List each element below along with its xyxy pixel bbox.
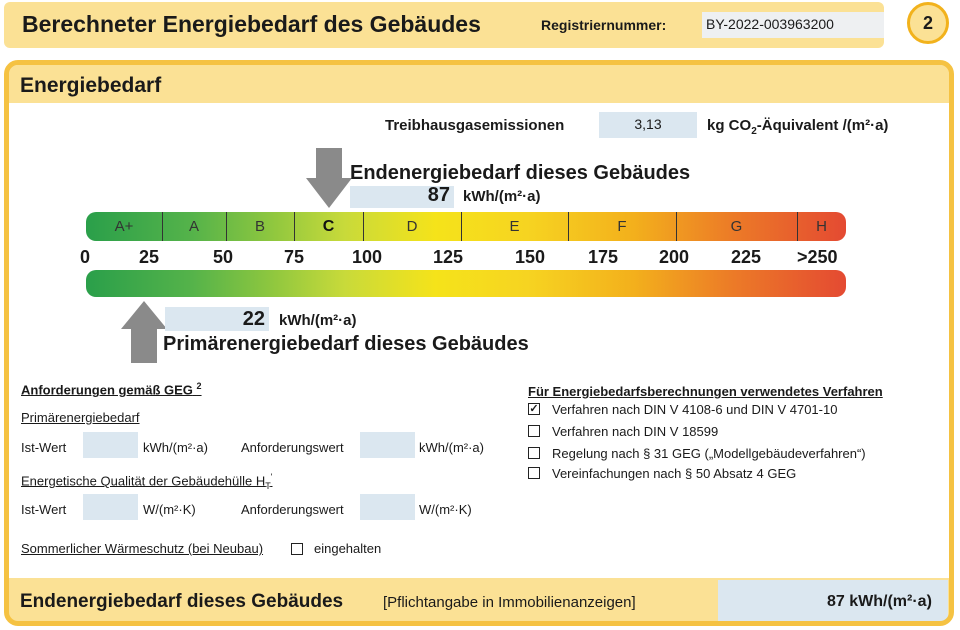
primary-energy-req-heading: Primärenergiebedarf bbox=[21, 410, 140, 425]
requirements-heading: Anforderungen gemäß GEG $^2$ bbox=[21, 381, 202, 398]
class-label-c-highlighted: C bbox=[322, 218, 335, 235]
method-label: Vereinfachungen nach § 50 Absatz 4 GEG bbox=[552, 466, 797, 481]
tick-label: 25 bbox=[139, 247, 160, 267]
emissions-value: 3,13 bbox=[634, 116, 662, 132]
class-label-f: F bbox=[617, 218, 627, 235]
class-label-h: H bbox=[816, 218, 827, 235]
method-label: Verfahren nach DIN V 4108-6 und DIN V 4701-10 bbox=[552, 402, 838, 417]
ist-wert-label: Ist-Wert bbox=[21, 440, 67, 455]
tick-label: >250 bbox=[797, 247, 838, 267]
end-energy-arrow-icon bbox=[306, 148, 352, 208]
class-label-a-plus: A+ bbox=[114, 218, 134, 235]
registration-number: BY-2022-003963200 bbox=[706, 16, 834, 32]
tick-label: 200 bbox=[659, 247, 690, 267]
ist-wert-label: Ist-Wert bbox=[21, 502, 67, 517]
method-checkbox-modellgebaeude[interactable] bbox=[528, 447, 540, 459]
anforderungswert-label: Anforderungswert bbox=[241, 502, 344, 517]
tick-label: 0 bbox=[80, 247, 91, 267]
class-label-e: E bbox=[509, 218, 520, 235]
primary-energy-title: Primärenergiebedarf dieses Gebäudes bbox=[163, 333, 529, 355]
method-checkbox-din-18599[interactable] bbox=[528, 425, 540, 437]
document-title: Berechneter Energiebedarf des Gebäudes bbox=[22, 11, 481, 37]
primary-req-field bbox=[360, 432, 415, 458]
envelope-heading: Energetische Qualität der Gebäudehülle $H_T'$ bbox=[21, 472, 273, 491]
footer-note: [Pflichtangabe in Immobilienanzeigen] bbox=[383, 594, 636, 611]
anforderungswert-label: Anforderungswert bbox=[241, 440, 344, 455]
tick-label: 125 bbox=[433, 247, 464, 267]
footer-end-energy-value: 87 kWh/(m²·a) bbox=[827, 593, 932, 610]
footer-title: Endenergiebedarf dieses Gebäudes bbox=[20, 591, 344, 612]
method-checkbox-vereinfachungen[interactable] bbox=[528, 467, 540, 479]
unit-label: kWh/(m²·a) bbox=[143, 440, 208, 455]
class-label-d: D bbox=[406, 218, 418, 235]
page-number-badge: 2 bbox=[907, 2, 949, 44]
class-label-g: G bbox=[730, 218, 743, 235]
panel-title: Energiebedarf bbox=[20, 74, 162, 97]
primary-energy-unit: kWh/(m²·a) bbox=[279, 312, 357, 329]
tick-label: 50 bbox=[213, 247, 234, 267]
primary-ist-field bbox=[83, 432, 138, 458]
method-checkbox-din-4108[interactable]: ✓ bbox=[529, 403, 539, 415]
tick-label: 75 bbox=[284, 247, 305, 267]
unit-label: W/(m²·K) bbox=[143, 502, 196, 517]
method-label: Verfahren nach DIN V 18599 bbox=[552, 424, 719, 439]
end-energy-title: Endenergiebedarf dieses Gebäudes bbox=[350, 162, 691, 184]
primary-energy-arrow-icon bbox=[121, 301, 167, 363]
end-energy-value: 87 bbox=[427, 184, 450, 206]
tick-label: 100 bbox=[352, 247, 383, 267]
envelope-req-field bbox=[360, 494, 415, 520]
primary-energy-value: 22 bbox=[242, 308, 265, 330]
summer-protection-checkbox[interactable] bbox=[291, 543, 303, 555]
tick-label: 150 bbox=[515, 247, 546, 267]
unit-label: kWh/(m²·a) bbox=[419, 440, 484, 455]
envelope-ist-field bbox=[83, 494, 138, 520]
class-label-a: A bbox=[188, 218, 199, 235]
summer-protection-option: eingehalten bbox=[314, 541, 382, 556]
methods-heading: Für Energiebedarfsberechnungen verwendetes Verfahren bbox=[528, 384, 883, 399]
end-energy-unit: kWh/(m²·a) bbox=[463, 188, 541, 205]
emissions-label: Treibhausgasemissionen bbox=[385, 117, 565, 134]
unit-label: W/(m²·K) bbox=[419, 502, 472, 517]
registration-label: Registriernummer: bbox=[541, 17, 667, 33]
emissions-unit: kg $CO_2$-Äquivalent /(m²·a) bbox=[707, 117, 889, 137]
method-label: Regelung nach § 31 GEG („Modellgebäudeverfahren“) bbox=[552, 446, 866, 461]
gradient-bar bbox=[86, 270, 846, 297]
summer-protection-label: Sommerlicher Wärmeschutz (bei Neubau) bbox=[21, 541, 264, 556]
class-label-b: B bbox=[254, 218, 265, 235]
tick-label: 225 bbox=[731, 247, 762, 267]
tick-label: 175 bbox=[588, 247, 619, 267]
